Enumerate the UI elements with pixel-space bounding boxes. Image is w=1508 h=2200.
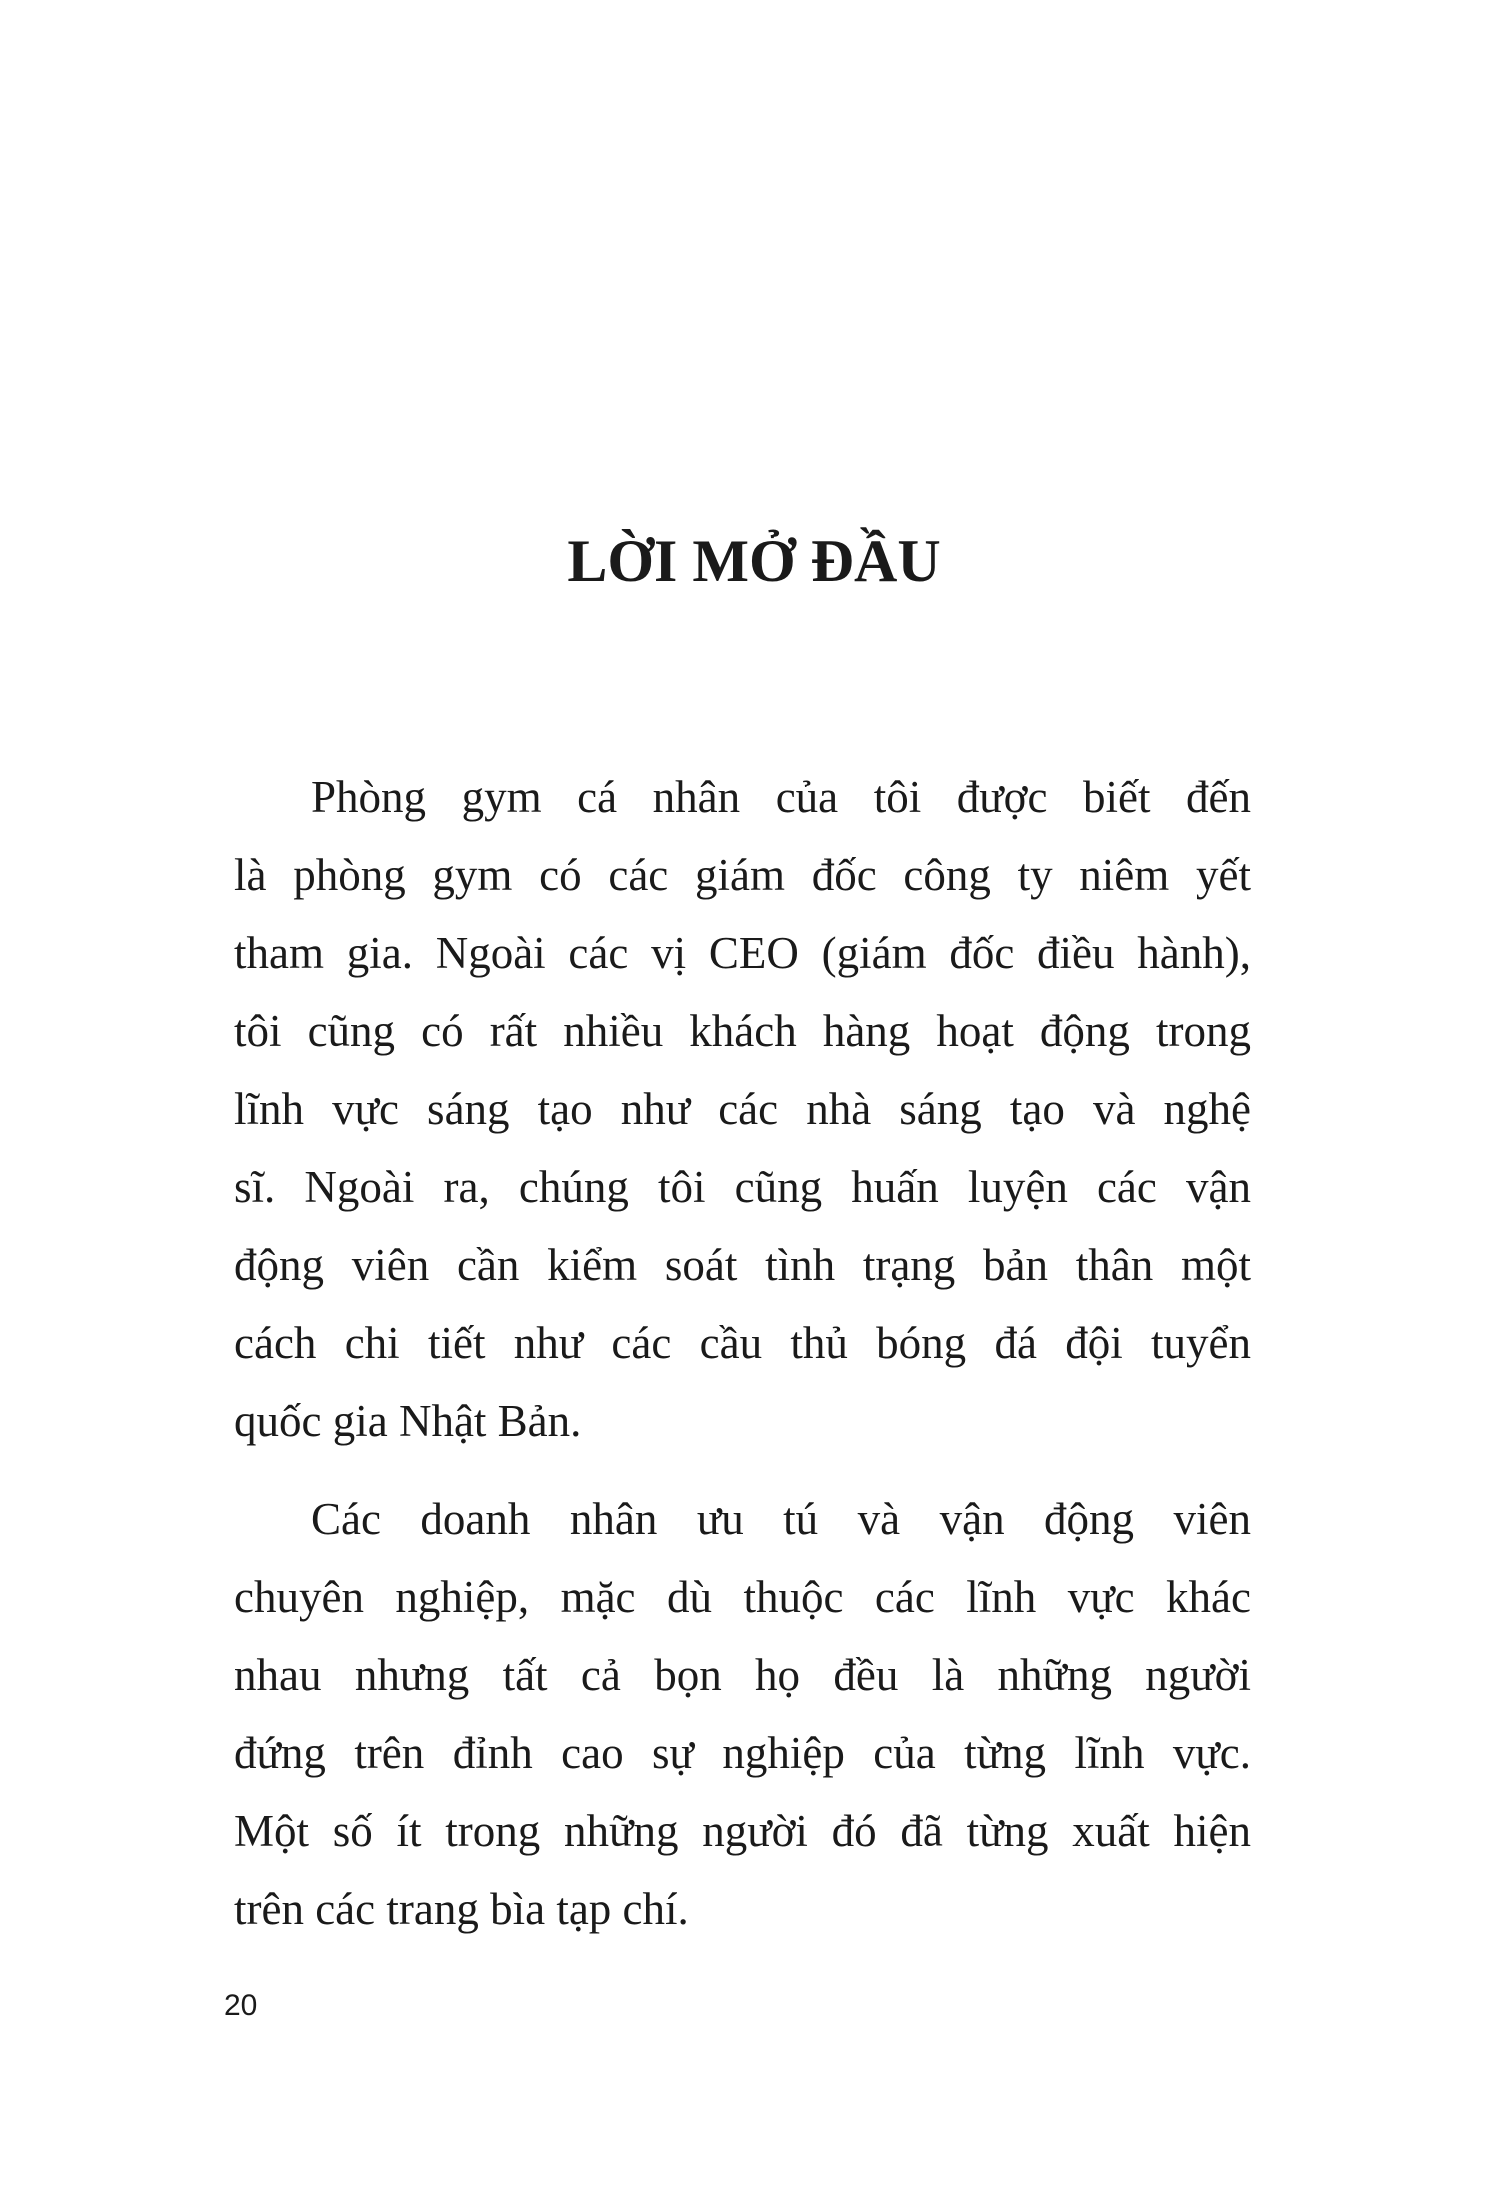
text-line: trên các trang bìa tạp chí. [234,1884,689,1934]
text-line: đứng trên đỉnh cao sự nghiệp của từng lĩnh vực. [234,1728,1251,1778]
text-line: tham gia. Ngoài các vị CEO (giám đốc điều hành), [234,928,1251,978]
text-line: cách chi tiết như các cầu thủ bóng đá đội tuyển [234,1318,1251,1368]
text-line: sĩ. Ngoài ra, chúng tôi cũng huấn luyện các vận [234,1162,1251,1212]
text-line: là phòng gym có các giám đốc công ty niêm yết [234,850,1251,900]
text-line: nhau nhưng tất cả bọn họ đều là những người [234,1650,1251,1700]
chapter-title: LỜI MỞ ĐẦU [567,528,941,594]
text-line: động viên cần kiểm soát tình trạng bản thân một [234,1240,1251,1290]
text-line: chuyên nghiệp, mặc dù thuộc các lĩnh vực khác [234,1572,1251,1622]
paragraph-2 [234,1480,1251,1948]
text-line: Một số ít trong những người đó đã từng xuất hiện [234,1806,1251,1856]
text-line: Phòng gym cá nhân của tôi được biết đến [311,772,1251,822]
page-number: 20 [224,1989,258,2022]
text-line: Các doanh nhân ưu tú và vận động viên [311,1494,1251,1544]
text-line: lĩnh vực sáng tạo như các nhà sáng tạo và nghệ [234,1084,1251,1134]
text-line: tôi cũng có rất nhiều khách hàng hoạt động trong [234,1006,1251,1056]
paragraph-1 [234,758,1251,1460]
text-line: quốc gia Nhật Bản. [234,1396,582,1446]
